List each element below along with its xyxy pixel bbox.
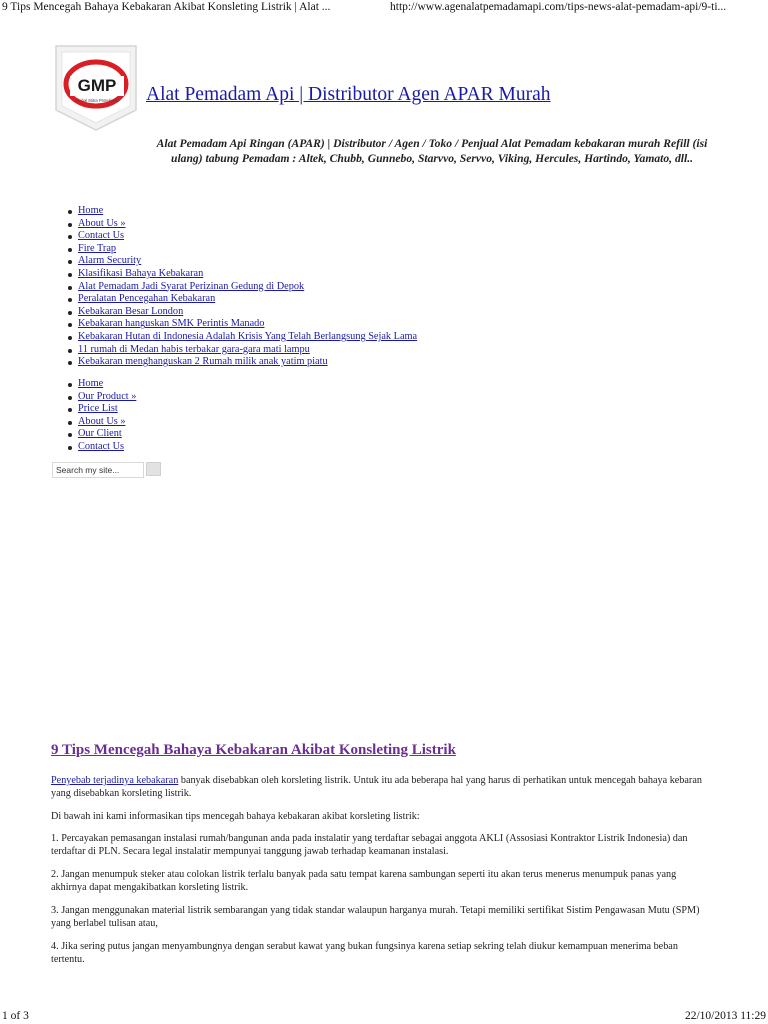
menu-item (64, 416, 136, 429)
menu-item (64, 306, 417, 319)
menu-item (64, 230, 417, 243)
post-paragraph: 3. Jangan menggunakan material listrik sembarangan yang tidak standar walaupun harganya murah. Tetapi memiliki sertifikat Sistim Pengawasan Mutu (SPM) yang berlabel tulisan atau, (51, 905, 700, 930)
print-date: 22/10/2013 11:29 (684, 1010, 766, 1022)
primary-nav-menu (64, 205, 417, 369)
nav-link-peralatan[interactable]: Peralatan Pencegahan Kebakaran (78, 293, 216, 305)
site-logo[interactable] (54, 44, 138, 132)
post-paragraph: 1. Percayakan pemasangan instalasi rumah/bangunan anda pada instalatir yang terdaftar sebagai anggota AKLI (Assosiasi Kontraktor Listrik Indonesia) dan terdaftar di PLN. Secara legal instalatir mempunyai tanggung jawab terhadap keamanan instalasi. (51, 833, 688, 858)
nav-link-about-us[interactable]: About Us » (78, 217, 126, 229)
post-title-link[interactable]: 9 Tips Mencegah Bahaya Kebakaran Akibat Konsleting Listrik (51, 742, 456, 758)
nav-link-perizinan-depok[interactable]: Alat Pemadam Jadi Syarat Perizinan Gedung di Depok (78, 280, 305, 292)
nav-link-contact-us[interactable]: Contact Us (78, 230, 125, 242)
menu-item (64, 403, 136, 416)
nav2-link-about-us[interactable]: About Us » (78, 415, 126, 427)
nav-link-smk-manado[interactable]: Kebakaran hanguskan SMK Perintis Manado (78, 318, 265, 330)
nav-link-yatim-piatu[interactable]: Kebakaran menghanguskan 2 Rumah milik anak yatim piatu (78, 356, 328, 368)
print-header (0, 0, 768, 18)
site-tagline: Alat Pemadam Api Ringan (APAR) | Distributor / Agen / Toko / Penjual Alat Pemadam kebakaran murah Refill (isi ulang) tabung Pemadam : Altek, Chubb, Gunnebo, Starvvo, Servvo, Viking, Hercules, Hartindo, Yamato, dll.. (156, 137, 708, 165)
nav2-link-our-client[interactable]: Our Client (78, 428, 122, 440)
nav-link-medan[interactable]: 11 rumah di Medan habis terbakar gara-gara mati lampu (78, 343, 310, 355)
menu-item (64, 378, 136, 391)
menu-item (64, 243, 417, 256)
menu-item (64, 428, 136, 441)
menu-item (64, 268, 417, 281)
nav-link-london[interactable]: Kebakaran Besar London (78, 305, 184, 317)
menu-item (64, 344, 417, 357)
nav-link-home[interactable]: Home (78, 205, 104, 216)
logo-subtext: Global Mitra Protekindo (75, 98, 119, 103)
intro-text: banyak disebabkan oleh korsleting listrik. Untuk itu ada beberapa hal yang harus di perhatikan untuk mencegah bahaya kebaran yang disebabkan korsleting listrik. (51, 775, 702, 800)
nav2-link-our-product[interactable]: Our Product » (78, 390, 137, 402)
menu-item (64, 218, 417, 231)
intro-link[interactable]: Penyebab terjadinya kebakaran (51, 775, 179, 786)
menu-item (64, 281, 417, 294)
logo-letters: GMP (77, 76, 117, 95)
nav-link-alarm-security[interactable]: Alarm Security (78, 255, 142, 267)
nav2-link-contact-us[interactable]: Contact Us (78, 440, 125, 452)
nav2-link-price-list[interactable]: Price List (78, 403, 118, 415)
search-button[interactable] (146, 462, 161, 476)
menu-item (64, 356, 417, 369)
post-paragraph: Di bawah ini kami informasikan tips mencegah bahaya kebakaran akibat korsleting listrik: (51, 811, 420, 822)
search-input[interactable]: Search my site... (52, 462, 144, 478)
menu-item (64, 391, 136, 404)
menu-item (64, 293, 417, 306)
nav-link-klasifikasi[interactable]: Klasifikasi Bahaya Kebakaran (78, 267, 204, 279)
menu-item (64, 331, 417, 344)
nav-link-fire-trap[interactable]: Fire Trap (78, 242, 117, 254)
menu-item (64, 441, 136, 454)
post-paragraph: 2. Jangan menumpuk steker atau colokan listrik terlalu banyak pada satu tempat karena sambungan seperti itu akan terus menerus menumpuk panas yang akhirnya dapat mengakibatkan korsleting listrik. (51, 869, 677, 894)
page-number: 1 of 3 (2, 1010, 29, 1022)
post-paragraph: 4. Jika sering putus jangan menyambungnya dengan serabut kawat yang bukan fungsinya karena setiap sekring telah diukur kemampuan menerima beban tertentu. (51, 941, 678, 966)
nav-link-hutan[interactable]: Kebakaran Hutan di Indonesia Adalah Krisis Yang Telah Berlangsung Sejak Lama (78, 330, 418, 342)
menu-item (64, 318, 417, 331)
secondary-nav-menu (64, 378, 136, 454)
site-title-link[interactable]: Alat Pemadam Api | Distributor Agen APAR Murah (146, 84, 551, 105)
menu-item (64, 205, 417, 218)
nav2-link-home[interactable]: Home (78, 378, 104, 389)
print-header-title: 9 Tips Mencegah Bahaya Kebakaran Akibat Konsleting Listrik | Alat ... (2, 1, 331, 13)
post-intro-paragraph (51, 774, 711, 801)
menu-item (64, 255, 417, 268)
print-header-url: http://www.agenalatpemadamapi.com/tips-news-alat-pemadam-api/9-ti... (390, 1, 727, 13)
